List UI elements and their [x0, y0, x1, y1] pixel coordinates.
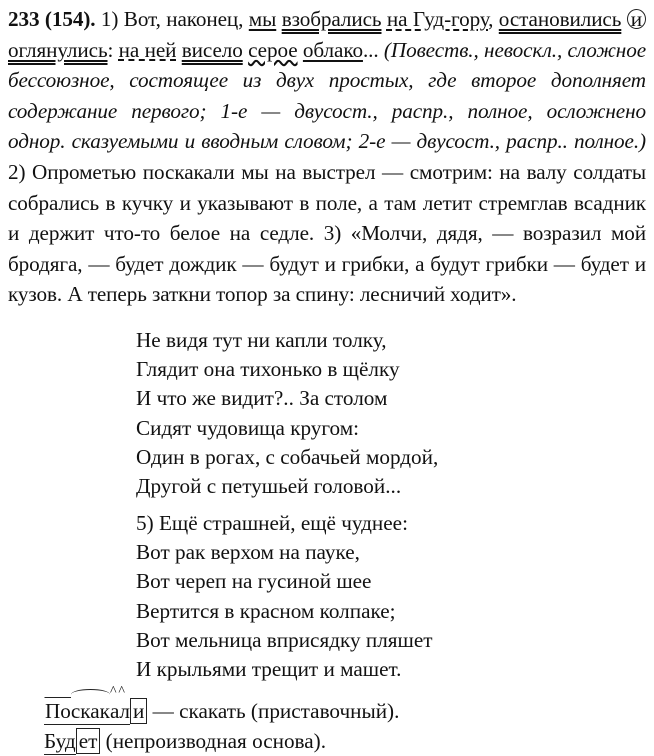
exercise-number: 233 (154). — [8, 7, 96, 31]
poem-line: Вот череп на гусиной шее — [136, 569, 372, 594]
attribute-seroe: серое — [248, 37, 298, 62]
adverbial-na-gud-goru: на Гуд-гору — [386, 7, 489, 31]
suffix-caret-mark: ^ — [109, 684, 117, 699]
poem-line: Вот мельница вприсядку пляшет — [136, 627, 433, 652]
predicate-oglyanulis: оглянулись — [8, 37, 108, 62]
poem-line: Вертится в красном колпаке; — [136, 598, 396, 623]
p1-intro: 1) Вот, наконец, — [95, 7, 249, 31]
space — [621, 7, 626, 31]
ending-morpheme: и — [130, 698, 147, 724]
predicate-ostanovilis: остановились — [498, 7, 622, 31]
poem-stanza-2 — [136, 509, 556, 684]
exercise-paragraph — [8, 4, 646, 310]
poem-line: Другой с петушьей головой... — [136, 474, 402, 499]
poem-line: Сидят чудовища кругом: — [136, 415, 360, 440]
poem-line: Вот рак верхом на пауке, — [136, 540, 360, 565]
morpheme-definition: — скакать (приставочный). — [147, 699, 400, 723]
subject-my: мы — [248, 7, 277, 31]
prefix-morpheme: По — [45, 699, 71, 723]
word-base — [44, 684, 130, 725]
suffix-morpheme-2 — [118, 684, 130, 723]
adverbial-na-nei: на ней — [118, 37, 177, 62]
poem-line: И что же видит?.. За столом — [136, 386, 388, 411]
punct: ... — [362, 37, 384, 62]
root-text: скак — [70, 699, 110, 723]
poem-line: Не видя тут ни капли толку, — [136, 328, 387, 352]
suffix-text: а — [109, 699, 120, 723]
suffix-caret-mark: ^ — [118, 684, 125, 699]
morpheme-definition: (непроизводная основа). — [100, 729, 327, 753]
poem-stanza-1 — [136, 326, 556, 501]
morpheme-parse-budet — [44, 726, 644, 756]
sentence-analysis: (Повеств., невоскл., сложное бессоюзное, состоящее из двух простых, где второе дополняет содержание первого; 1-е — двусост., распр., полное, осложнено однор. сказуемыми и вводным словом; 2-е — двусост., распр.. полное.) — [8, 37, 647, 154]
predicate-viselo: висело — [181, 37, 243, 62]
poem-line: И крыльями трещит и машет. — [136, 657, 402, 682]
root-arc-mark — [71, 689, 110, 700]
sentence-3: 3) «Молчи, дядя, — возразил мой бродяга, — будет дождик — будут и грибки, а будут грибки — будет и кузов. А теперь заткни топор за спину: лесничий ходит». — [8, 221, 646, 307]
poem-line: 5) Ещё страшней, ещё чуднее: — [136, 511, 408, 535]
punct: , — [488, 7, 499, 31]
suffix-text: л — [119, 699, 130, 723]
poem-line: Глядит она тихонько в щёлку — [136, 357, 400, 382]
subject-oblako: облако — [302, 37, 363, 62]
ending-morpheme: ет — [76, 728, 101, 754]
root-morpheme — [71, 699, 110, 723]
word-base: Буд — [44, 729, 76, 753]
morpheme-parse-poskakali — [44, 684, 644, 726]
poem-line: Один в рогах, с собачьей мордой, — [136, 444, 439, 469]
sentence-2: 2) Опрометью поскакали мы на выстрел — смотрим: на валу солдаты собрались в кучку и указывают в поле, а там летит стремглав всадник и держит что-то белое на седле. — [8, 159, 646, 246]
conjunction-circled-i: и — [627, 9, 646, 29]
predicate-vzobralis: взобрались — [281, 7, 382, 31]
suffix-morpheme-1 — [109, 684, 120, 723]
punct: : — [107, 37, 119, 62]
